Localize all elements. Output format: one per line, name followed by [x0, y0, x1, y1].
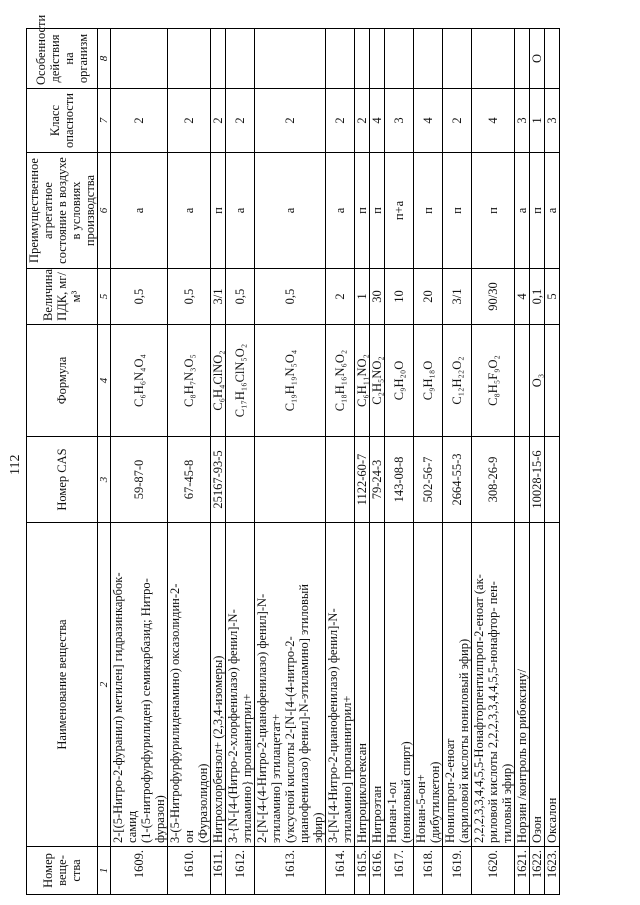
aggregate-state: п: [211, 153, 226, 269]
header-num: Номер веще-ства: [27, 847, 98, 895]
aggregate-state: а: [326, 153, 355, 269]
row-number: 1619.: [443, 847, 472, 895]
substance-name: [111, 523, 168, 847]
table-row: [355, 29, 370, 895]
row-number: 1617.: [385, 847, 414, 895]
cas-number: 143-08-8: [385, 437, 414, 523]
row-number: 1609.: [111, 847, 168, 895]
formula: C₂H₅NO₂: [370, 325, 385, 437]
column-index: 6: [98, 153, 111, 269]
column-index: 5: [98, 269, 111, 325]
action-features: [355, 29, 370, 89]
table-row: [545, 29, 560, 895]
hazard-class: 2: [168, 89, 211, 153]
action-features: [370, 29, 385, 89]
substance-name-line: Нитроциклогексан: [355, 743, 369, 843]
row-number: 1616.: [370, 847, 385, 895]
substance-name: [168, 523, 211, 847]
table-row: [255, 29, 326, 895]
aggregate-state: п: [472, 153, 515, 269]
pdk-value: 0,5: [226, 269, 255, 325]
column-index-row: [98, 29, 111, 895]
hazard-class: 4: [414, 89, 443, 153]
hazard-class: 1: [530, 89, 545, 153]
cas-number: [255, 437, 326, 523]
row-number: 1618.: [414, 847, 443, 895]
pdk-value: 1: [355, 269, 370, 325]
table-row: [326, 29, 355, 895]
hazard-class: 2: [226, 89, 255, 153]
aggregate-state: п: [355, 153, 370, 269]
cas-number: 308-26-9: [472, 437, 515, 523]
header-cas: Номер CAS: [27, 437, 98, 523]
formula: C₈H₅F₉O₂: [472, 325, 515, 437]
hazard-class: 3: [515, 89, 530, 153]
substance-name-line: Нонан-5-он+: [414, 774, 428, 843]
substance-name-line: Нитрохлорбензол+ (2,3,4-изомеры): [211, 655, 225, 843]
row-number: 1615.: [355, 847, 370, 895]
substance-name: [545, 523, 560, 847]
header-row: [27, 29, 98, 895]
hazard-class: 2: [355, 89, 370, 153]
aggregate-state: а: [255, 153, 326, 269]
substance-name-line: 3-{N-[4-(Нитро-2-хлорфенилазо) фенил]-N-: [226, 609, 240, 843]
substance-name-line: цианофенилазо) фенил]-N-этиламино] этиловый: [297, 584, 311, 843]
table-row: [385, 29, 414, 895]
row-number: 1614.: [326, 847, 355, 895]
column-index: 1: [98, 847, 111, 895]
column-index: 7: [98, 89, 111, 153]
pdk-value: 20: [414, 269, 443, 325]
formula: C₆H₆N₄O₄: [111, 325, 168, 437]
hazard-class: 2: [211, 89, 226, 153]
hazard-class: 2: [255, 89, 326, 153]
table-row: [414, 29, 443, 895]
cas-number: 79-24-3: [370, 437, 385, 523]
cas-number: 2664-55-3: [443, 437, 472, 523]
table-row: [168, 29, 211, 895]
substance-name-line: этиламино] этилацетат+: [269, 713, 283, 843]
cas-number: 502-56-7: [414, 437, 443, 523]
cas-number: [226, 437, 255, 523]
header-name: Наименование вещества: [27, 523, 98, 847]
cas-number: 59-87-0: [111, 437, 168, 523]
aggregate-state: п: [530, 153, 545, 269]
formula: C₉H₂₀O: [385, 325, 414, 437]
cas-number: [545, 437, 560, 523]
substance-name-line: Озон: [530, 816, 544, 843]
substance-name: [443, 523, 472, 847]
pdk-value: 0,5: [111, 269, 168, 325]
substance-name-line: Нитроэтан: [370, 785, 384, 843]
substance-name: [326, 523, 355, 847]
substance-name: [370, 523, 385, 847]
substance-name-line: тиловый эфир): [500, 763, 514, 843]
substance-name: [472, 523, 515, 847]
pdk-value: 5: [545, 269, 560, 325]
action-features: [211, 29, 226, 89]
action-features: О: [530, 29, 545, 89]
formula: C₈H₇N₃O₅: [168, 325, 211, 437]
row-number: 1610.: [168, 847, 211, 895]
substance-name-line: риловой кислоты 2,2,2,3,3,4,4,5,5-нонафтор- пен-: [486, 581, 500, 843]
action-features: [326, 29, 355, 89]
action-features: [385, 29, 414, 89]
header-state: Преимущественное агрегатное состояние в воздухе в условиях производства: [27, 153, 98, 269]
substance-name-line: (1-(5-нитрофурфурилиден) семикарбазид; Нитро-: [139, 578, 153, 843]
substance-name: [211, 523, 226, 847]
row-number: 1613.: [255, 847, 326, 895]
row-number: 1612.: [226, 847, 255, 895]
row-number: 1621.: [515, 847, 530, 895]
aggregate-state: а: [111, 153, 168, 269]
pdk-value: 0,5: [168, 269, 211, 325]
hazard-class: 2: [326, 89, 355, 153]
action-features: [226, 29, 255, 89]
substance-name: [355, 523, 370, 847]
row-number: 1622.: [530, 847, 545, 895]
cas-number: 25167-93-5: [211, 437, 226, 523]
action-features: [414, 29, 443, 89]
table-row: [226, 29, 255, 895]
formula: C₁₈H₁₆N₆O₂: [326, 325, 355, 437]
substance-name-line: эфир): [311, 812, 325, 843]
pdk-value: 3/1: [443, 269, 472, 325]
header-hazard: Класс опасности: [27, 89, 98, 153]
substance-name-line: этиламино} пропаннитрил+: [240, 693, 254, 843]
hazard-class: 4: [370, 89, 385, 153]
pdk-value: 4: [515, 269, 530, 325]
substance-name-line: 3-[N-[4-Нитро-2-цианофенилазо) фенил]-N-: [326, 608, 340, 843]
pdk-value: 3/1: [211, 269, 226, 325]
table-row: [111, 29, 168, 895]
cas-number: [326, 437, 355, 523]
pdk-value: 0,5: [255, 269, 326, 325]
column-index: 4: [98, 325, 111, 437]
formula: C₁₂H₂₂O₂: [443, 325, 472, 437]
cas-number: 10028-15-6: [530, 437, 545, 523]
table-row: [530, 29, 545, 895]
substance-name: [530, 523, 545, 847]
aggregate-state: а: [168, 153, 211, 269]
substance-name-line: Нонан-1-ол: [385, 781, 399, 843]
aggregate-state: п: [370, 153, 385, 269]
substance-name-line: он: [182, 830, 196, 843]
substance-name-line: 3-(5-Нитрофурфурилиденамино) оксазолидин-2-: [168, 583, 182, 843]
aggregate-state: п: [443, 153, 472, 269]
substance-name-line: Нонилпроп-2-еноат: [443, 738, 457, 843]
table-body: [111, 29, 560, 895]
formula: C₁₉H₁₉N₅O₄: [255, 325, 326, 437]
table-row: [472, 29, 515, 895]
substance-name-line: 2-[(5-Нитро-2-фуранил) метилен] гидразинкарбок-: [111, 572, 125, 843]
action-features: [515, 29, 530, 89]
cas-number: 67-45-8: [168, 437, 211, 523]
column-index: 2: [98, 523, 111, 847]
substance-name-line: (нониловый спирт): [399, 741, 413, 843]
substance-name: [414, 523, 443, 847]
substance-name-line: самид: [125, 810, 139, 843]
action-features: [443, 29, 472, 89]
row-number: 1611.: [211, 847, 226, 895]
pdk-value: 10: [385, 269, 414, 325]
row-number: 1620.: [472, 847, 515, 895]
aggregate-state: а: [226, 153, 255, 269]
action-features: [255, 29, 326, 89]
hazard-class: 4: [472, 89, 515, 153]
formula: [515, 325, 530, 437]
action-features: [168, 29, 211, 89]
table-row: [515, 29, 530, 895]
substance-name: [226, 523, 255, 847]
action-features: [111, 29, 168, 89]
header-formula: Формула: [27, 325, 98, 437]
header-pdk: Величина ПДК, мг/м³: [27, 269, 98, 325]
substance-name-line: 2,2,2,3,3,4,4,5,5-Нонафторпентилпроп-2-еноат (ак-: [472, 574, 486, 843]
substance-name-line: (уксусной кислоты 2-[N-[4-(4-нитро-2-: [283, 636, 297, 843]
formula: C₆H₁₁NO₂: [355, 325, 370, 437]
substance-name: [255, 523, 326, 847]
row-number: 1623.: [545, 847, 560, 895]
formula: C₉H₁₈O: [414, 325, 443, 437]
pdk-value: 30: [370, 269, 385, 325]
hazard-class: 3: [545, 89, 560, 153]
formula: C₆H₄ClNO₂: [211, 325, 226, 437]
substances-table: [26, 14, 560, 895]
action-features: [545, 29, 560, 89]
aggregate-state: п: [414, 153, 443, 269]
substance-name-line: фуразон): [153, 795, 167, 843]
hazard-class: 2: [111, 89, 168, 153]
formula: O₃: [530, 325, 545, 437]
substance-name-line: (акриловой кислоты нониловый эфир): [457, 638, 471, 843]
aggregate-state: а: [545, 153, 560, 269]
substance-name-line: Оксалон: [545, 797, 559, 843]
action-features: [472, 29, 515, 89]
aggregate-state: п+а: [385, 153, 414, 269]
table-row: [443, 29, 472, 895]
substance-name-line: Норзин /контроль по рибоксину/: [515, 668, 529, 843]
hazard-class: 3: [385, 89, 414, 153]
substance-name: [385, 523, 414, 847]
pdk-value: 2: [326, 269, 355, 325]
header-features: Особенности действия на организм: [27, 29, 98, 89]
table-row: [211, 29, 226, 895]
substance-name: [515, 523, 530, 847]
cas-number: [515, 437, 530, 523]
hazard-class: 2: [443, 89, 472, 153]
table-row: [370, 29, 385, 895]
column-index: 8: [98, 29, 111, 89]
formula: [545, 325, 560, 437]
pdk-value: 0,1: [530, 269, 545, 325]
column-index: 3: [98, 437, 111, 523]
pdk-value: 90/30: [472, 269, 515, 325]
page-number: 112: [8, 454, 23, 475]
cas-number: 1122-60-7: [355, 437, 370, 523]
substance-name-line: 2-[N-[4-(4-Нитро-2-цианофенилазо) фенил]-N-: [255, 593, 269, 843]
substance-name-line: (Фуразолидон): [196, 763, 210, 843]
substance-name-line: этиламино] пропаннитрил+: [340, 695, 354, 843]
substance-name-line: (дибутилкетон): [428, 761, 442, 843]
formula: C₁₇H₁₆ClN₅O₂: [226, 325, 255, 437]
aggregate-state: а: [515, 153, 530, 269]
